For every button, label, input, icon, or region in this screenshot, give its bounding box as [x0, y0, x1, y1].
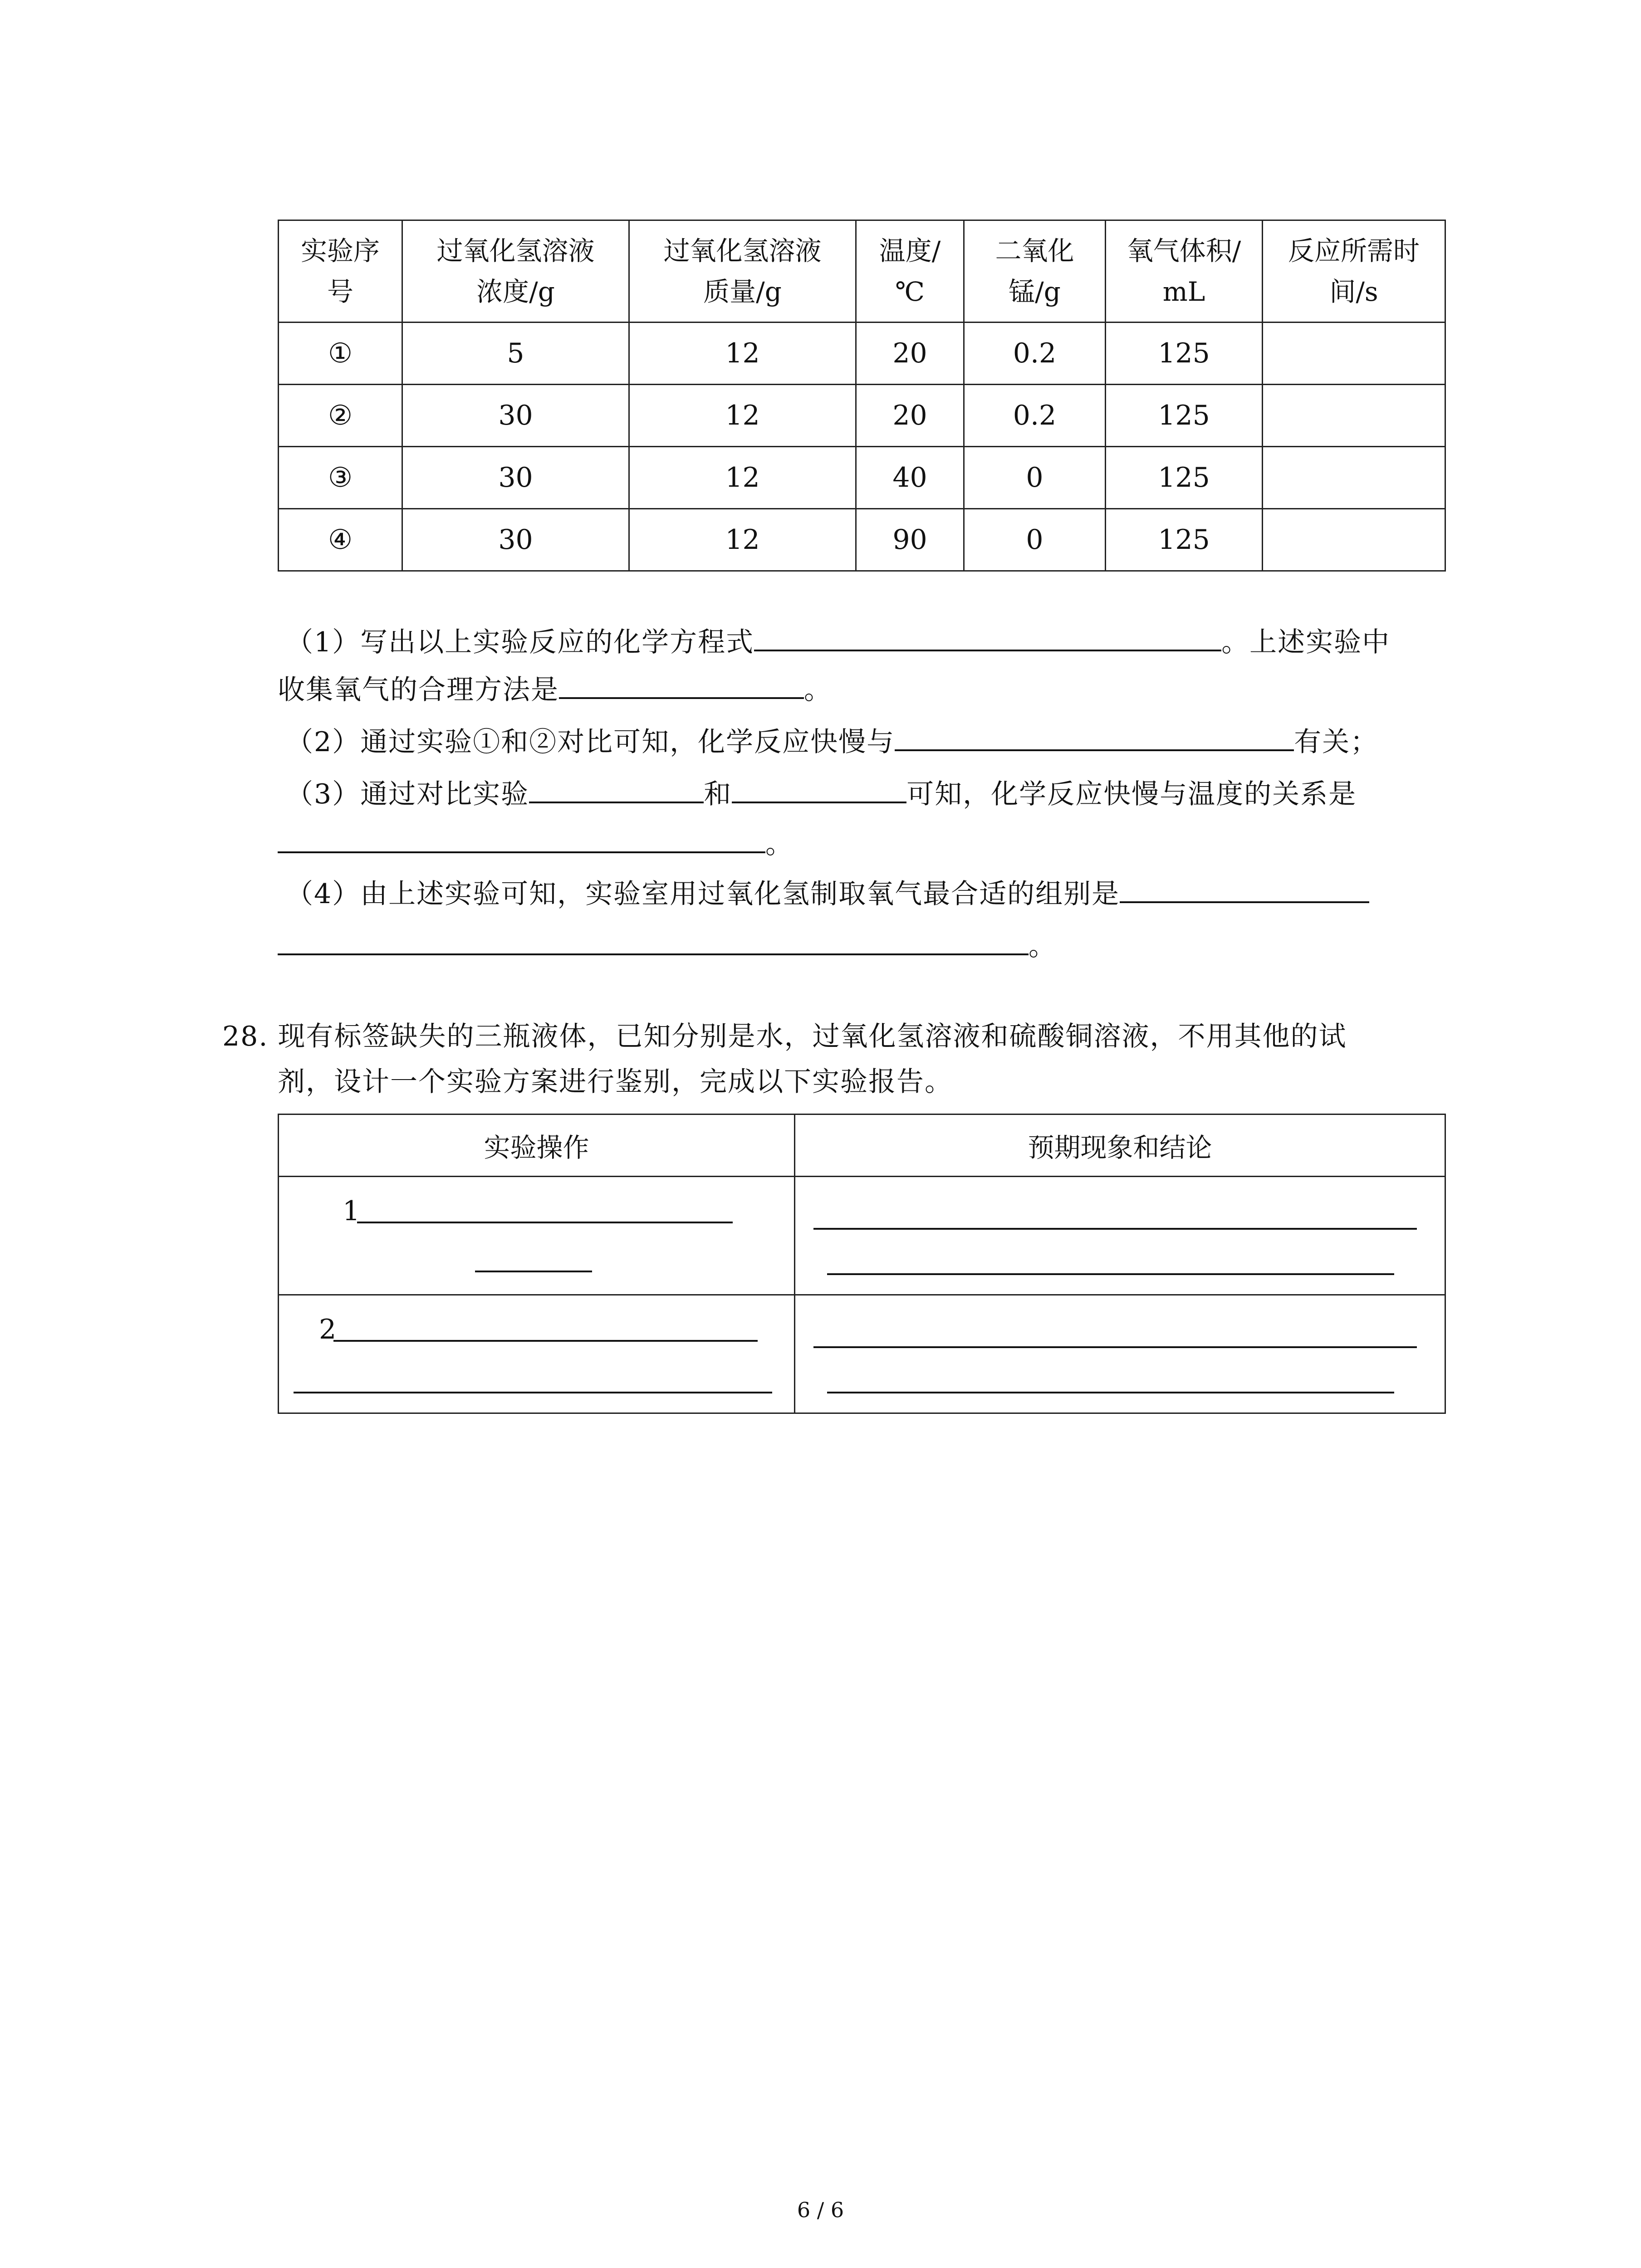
- table-cell: 125: [1106, 509, 1263, 571]
- answer-line-result-1a[interactable]: [813, 1228, 1417, 1230]
- table-cell: 12: [629, 323, 856, 385]
- question-3-line-1: （3）通过对比实验 和 可知，化学反应快慢与温度的关系是: [286, 773, 1357, 812]
- report-cell-result-1: [795, 1177, 1445, 1295]
- table-cell: 90: [856, 509, 964, 571]
- table-cell: 0.2: [964, 385, 1106, 447]
- answer-blank-experiment-b[interactable]: [732, 773, 906, 803]
- table-cell: 0.2: [964, 323, 1106, 385]
- report-cell-operation-2: [279, 1295, 795, 1413]
- answer-blank-temperature-relation[interactable]: [278, 823, 765, 853]
- answer-line-operation-2b[interactable]: [294, 1392, 772, 1393]
- answer-line-operation-1b[interactable]: [475, 1271, 592, 1272]
- table-cell: 30: [402, 509, 629, 571]
- table-cell: 12: [629, 509, 856, 571]
- row-number: 2: [319, 1314, 337, 1345]
- table-cell: [1263, 509, 1445, 571]
- question-4-line-1: （4）由上述实验可知，实验室用过氧化氢制取氧气最合适的组别是: [286, 873, 1369, 912]
- report-table-header: [279, 1114, 1445, 1177]
- answer-line-operation-1a[interactable]: [357, 1222, 733, 1223]
- answer-blank-best-group-a[interactable]: [1120, 873, 1369, 903]
- table-row: [279, 447, 1445, 509]
- answer-blank-equation[interactable]: [754, 621, 1221, 651]
- question-2-line: （2）通过实验①和②对比可知，化学反应快慢与 有关；: [286, 721, 1378, 760]
- answer-blank-factor[interactable]: [895, 721, 1294, 751]
- table-cell: ②: [279, 385, 402, 447]
- table-cell: 5: [402, 323, 629, 385]
- header-cell-temperature: 温度/ ℃: [856, 220, 964, 323]
- row-number: 1: [343, 1195, 360, 1227]
- table-cell: 20: [856, 385, 964, 447]
- table-cell: 0: [964, 447, 1106, 509]
- table-cell: 12: [629, 447, 856, 509]
- experiment-table-header: [279, 220, 1445, 323]
- experiment-table: [278, 220, 1446, 572]
- table-cell: [1263, 323, 1445, 385]
- table-row: [279, 323, 1445, 385]
- table-row: [279, 509, 1445, 571]
- table-cell: 20: [856, 323, 964, 385]
- table-row: [279, 385, 1445, 447]
- report-cell-operation-1: [279, 1177, 795, 1295]
- header-cell-index: 实验序 号: [279, 220, 402, 323]
- header-cell-reaction-time: 反应所需时 间/s: [1263, 220, 1445, 323]
- page-number: 6 / 6: [797, 2198, 844, 2222]
- header-cell-oxygen-volume: 氧气体积/ mL: [1106, 220, 1263, 323]
- table-cell: 0: [964, 509, 1106, 571]
- header-cell-operation: 实验操作: [279, 1114, 795, 1177]
- answer-line-operation-2a[interactable]: [333, 1340, 758, 1342]
- report-row-1: [279, 1177, 1445, 1295]
- table-cell: 30: [402, 447, 629, 509]
- answer-blank-best-group-b[interactable]: [278, 925, 1029, 955]
- table-cell: ①: [279, 323, 402, 385]
- report-table: [278, 1114, 1446, 1414]
- report-row-2: [279, 1295, 1445, 1413]
- header-cell-mno2: 二氧化 锰/g: [964, 220, 1106, 323]
- table-cell: ④: [279, 509, 402, 571]
- question-28-line-2: 剂，设计一个实验方案进行鉴别，完成以下实验报告。: [278, 1066, 953, 1098]
- question-28-line-1: 28. 现有标签缺失的三瓶液体，已知分别是水，过氧化氢溶液和硫酸铜溶液，不用其他的试: [222, 1021, 1347, 1052]
- report-cell-result-2: [795, 1295, 1445, 1413]
- table-cell: 125: [1106, 323, 1263, 385]
- answer-line-result-1b[interactable]: [827, 1273, 1394, 1275]
- answer-blank-experiment-a[interactable]: [529, 773, 704, 803]
- header-cell-mass: 过氧化氢溶液 质量/g: [629, 220, 856, 323]
- question-1-line-1: （1）写出以上实验反应的化学方程式 。上述实验中: [286, 621, 1390, 660]
- answer-line-result-2b[interactable]: [827, 1392, 1394, 1393]
- question-4-line-2: 。: [278, 925, 1057, 964]
- table-cell: 125: [1106, 385, 1263, 447]
- table-cell: [1263, 385, 1445, 447]
- answer-blank-collection-method[interactable]: [559, 669, 804, 699]
- table-cell: [1263, 447, 1445, 509]
- question-1-line-2: 收集氧气的合理方法是 。: [278, 669, 832, 708]
- table-cell: 40: [856, 447, 964, 509]
- table-cell: 30: [402, 385, 629, 447]
- answer-line-result-2a[interactable]: [813, 1346, 1417, 1348]
- header-cell-concentration: 过氧化氢溶液 浓度/g: [402, 220, 629, 323]
- question-3-line-2: 。: [278, 823, 794, 862]
- header-cell-result: 预期现象和结论: [795, 1114, 1445, 1177]
- table-cell: 12: [629, 385, 856, 447]
- table-cell: 125: [1106, 447, 1263, 509]
- table-cell: ③: [279, 447, 402, 509]
